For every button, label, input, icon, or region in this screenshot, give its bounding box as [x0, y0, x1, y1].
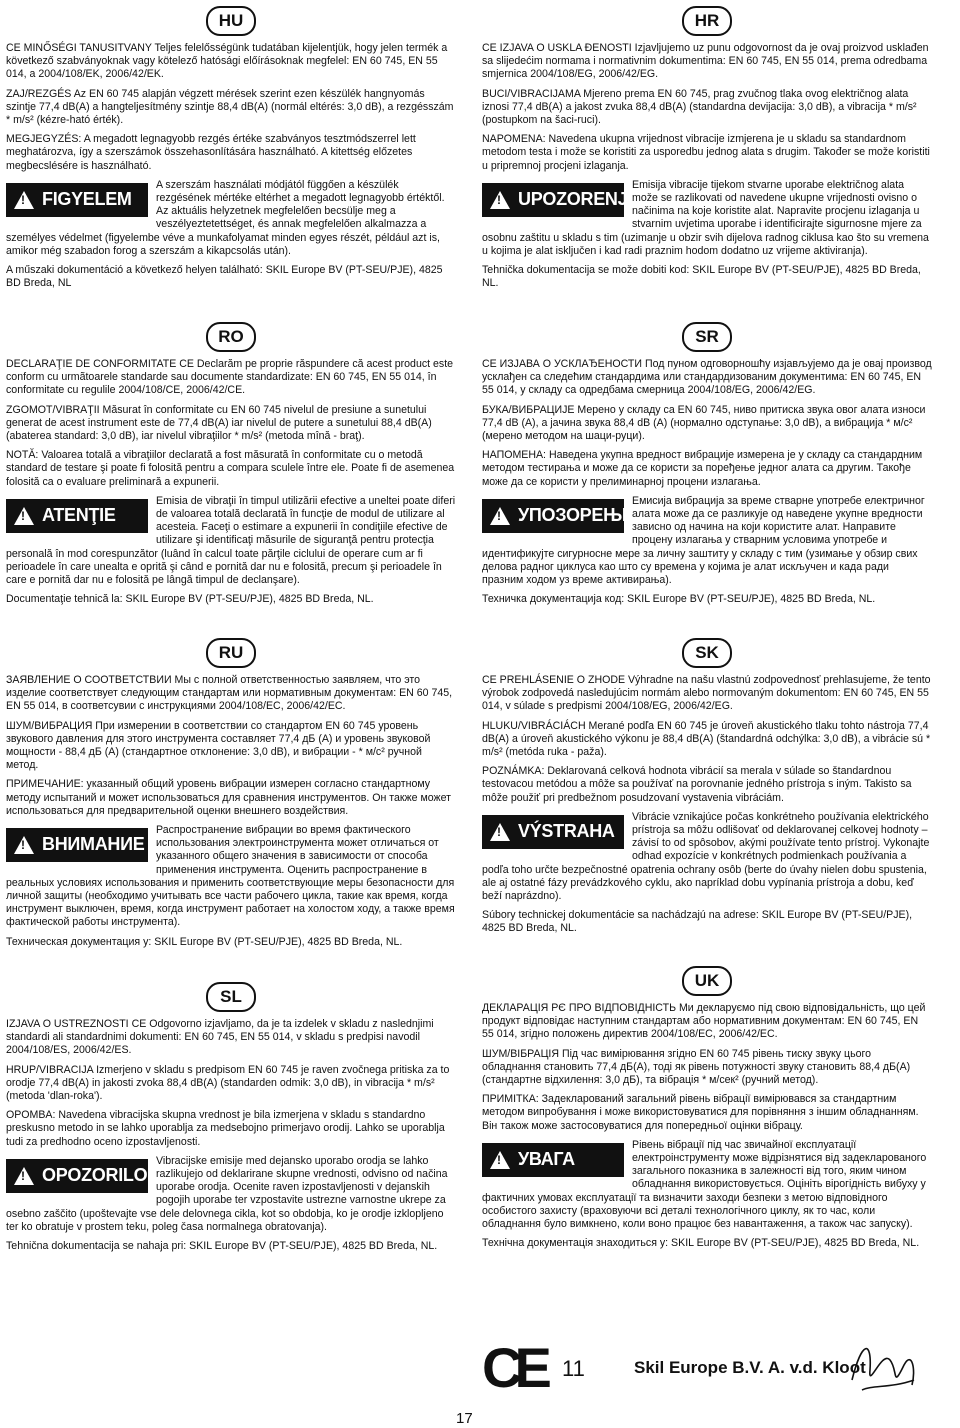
- ru-technical-doc: Техническая документация у: SKIL Europe BV (PT-SEU/PJE), 4825 BD Breda, NL.: [6, 935, 403, 948]
- hr-note: NAPOMENA: Navedena ukupna vrijednost vibracije izmjerena je u skladu sa standardnom metodom testa i može se koristiti za usporedbu jednog alata s drugim. Također se može koristiti u pripremnoj procjeni izlaganja.: [482, 133, 930, 172]
- sl-noise-vibration: HRUP/VIBRACIJA Izmerjeno v skladu s predpisom EN 60 745 je raven zvočnega pritiska za to orodje 77,4 dB(A) in jakosti zvoka 88,4 dB(A) (standarden odmik: 3,0 dB), in vibracija * m/s² (metoda 'dlan-roka').: [6, 1063, 450, 1103]
- warning-triangle-icon: [490, 1151, 510, 1169]
- sr-warning-label: ! УПОЗОРЕЊЕ: [482, 499, 624, 533]
- warning-triangle-icon: [14, 836, 34, 854]
- sk-noise-vibration: HLUKU/VIBRÁCIÁCH Merané podľa EN 60 745 je úroveň akustického tlaku tohto nástroja 77,4 dB(A) a úroveň akustického výkonu je 88,4 dB(A) (štandardná odchýlka: 3,0 dB), a vibrácie sú * m/s² (metóda ruka - paža).: [482, 719, 931, 759]
- uk-declaration: ДЕКЛАРАЦІЯ PЄ ПРО ВІДПОВІДНІСТЬ Ми декларуємо під свою відповідальність, що цей продукт відповідає наступним стандартам або нормативним документам: EN 60 745, EN 55 014, згідно положень директив 2004/108/EC, 2006/42/EC.: [482, 1002, 926, 1041]
- hr-declaration: CE IZJAVA O USKLA ĐENOSTI Izjavljujemo uz punu odgovornost da je ovaj proizvod usklađen sa slijedećim normama i normativnim dokumentima: EN 60 745, EN 55 014, prema odredbama smjernica 2004/108/EG, 2006/42/EG.: [482, 42, 929, 81]
- uk-note: ПРИМІТКА: Задекларований загальний рівень вібрації вимірювався за стандартним методом випробування і може використовуватися для порівняння з іншим обладнанням. Він також може застосовуватися для попередньої оцінки вібрацу.: [482, 1093, 919, 1132]
- warning-triangle-icon: [14, 507, 34, 525]
- language-badge-sk: SK: [682, 638, 732, 668]
- language-badge-sr: SR: [682, 322, 732, 352]
- ro-warning: [6, 495, 456, 587]
- sk-note: POZNÁMKA: Deklarovaná celková hodnota vibrácií sa merala v súlade so štandardnou testovacou metódou a môže sa používať na porovnanie jedného prístroja s iným. Takisto sa môže použiť pri predbežnom posudzovaní vystavenia vibráciám.: [482, 765, 912, 804]
- sl-declaration: IZJAVA O USTREZNOSTI CE Odgovorno izjavljamo, da je ta izdelek v skladu z naslednjimi standardi ali standardnimi dokumenti: EN 60 745, EN 55 014, v skladu s predpisi navodil 2004/108/ES, 2006/42/ES.: [6, 1018, 434, 1057]
- uk-warning-label: ! УВАГА: [482, 1143, 624, 1177]
- ru-warning: [6, 824, 456, 930]
- language-badge-ro: RO: [206, 322, 256, 352]
- language-badge-hu: HU: [206, 6, 256, 36]
- hu-warning-text: A szerszám használati módjától függően a készülék rezgésének mértéke eltérhet a megadott legnagyobb értéktől. Az aktuális helyzetnek megfelelően becsülje meg a veszélyeztetettséget, és annak megfelelően alkalmazza a személyes védelmet (figyelembe véve a munkafolyamat minden egyes részét, például azt is, amikor még szabadon forog a szerszám a kikapcsolás után).: [6, 178, 445, 257]
- sr-note: НАПОМЕНА: Наведена укупна вредност вибрације измерена је у складу са стандардним методом тестирања и може да се користи за поређење једног алата са другим. Такође може да се користи у прелиминарној процени излагања.: [482, 449, 923, 488]
- section-sl: [6, 982, 456, 1259]
- hu-note: MEGJEGYZÉS: A megadott legnagyobb rezgés értéke szabványos tesztmódszerrel lett meghatározva, így a szerszámok összehasonlítására használható. A kitettség előzetes megbecslésére is használható.: [6, 133, 416, 172]
- uk-technical-doc: Технічна документація знаходиться у: SKIL Europe BV (PT-SEU/PJE), 4825 BD Breda, NL.: [482, 1237, 920, 1250]
- hu-warning-label: ! FIGYELEM: [6, 183, 148, 217]
- hu-noise-vibration: ZAJ/REZGÉS Az EN 60 745 alapján végzett mérések szerint ezen készülék hangnyomás szintje 77,4 dB(A) a hangteljesítmény szintje 88,4 dB(A) (normál eltérés: 3,0 dB), a rezgésszám * m/s² (kézre-ható érték).: [6, 87, 454, 127]
- ro-note: NOTĂ: Valoarea totală a vibraţiilor declarată a fost măsurată în conformitate cu o metodă standard de testare şi poate fi folosită pentru a compara sculele între ele. Poate fi de asemenea folosită ca o evaluare preliminară a expunerii.: [6, 449, 455, 488]
- sl-warning-label: ! OPOZORILO: [6, 1159, 148, 1193]
- sr-warning-text: Емисија вибрација за време стварне употребе електричног алата може да се разликује од наведене укупне вредности зависно од начина на који користите алат. Направите процену излагања у стварним условима употребе и идентификујте сигурносне мере за личну заштиту у складу с тим (узимање у обзир свих делова радног циклуса као што су времена у којима је алат искључен и када ради празним ходом уз време активирања).: [482, 494, 925, 587]
- sr-noise-vibration: БУКА/ВИБРАЦИЈЕ Мерено у складу са EN 60 745, ниво притиска звука овог алата износи 77,4 dB (A), а јачина звука 88,4 dB (A) (нормално одступање: 3,0 dB), а вибрација * м/с² (мерено методом на шаци-руци).: [482, 403, 926, 443]
- section-hu: [6, 6, 456, 296]
- sk-technical-doc: Súbory technickej dokumentácie sa nachádzajú na adrese: SKIL Europe BV (PT-SEU/PJE), 4825 BD Breda, NL.: [482, 909, 913, 935]
- sl-warning: [6, 1155, 456, 1234]
- hu-declaration: CE MINŐSÉGI TANUSITVANY Teljes felelősségünk tudatában kijelentjük, hogy jelen termék a következő szabványoknak vagy kötelező hatósági előírásoknak megfelel: EN 60 745, EN 55 014, a 2004/108/EK, 2006/42/EK.: [6, 42, 448, 81]
- uk-noise-vibration: ШУМ/ВІБРАЦІЯ Під час вимірювання згідно EN 60 745 рівень тиску звуку цього обладнання становить 77,4 дБ(A), тоді як рівень потужності звуку становить 88,4 дБ(A) (стандартне відхилення: 3,0 дБ), та вібрація * м/сек² (ручний метод).: [482, 1047, 911, 1087]
- section-ru: [6, 638, 456, 955]
- language-badge-ru: RU: [206, 638, 256, 668]
- hr-warning-label: ! UPOZORENJE: [482, 183, 624, 217]
- sk-declaration: CE PREHLÁSENIE O ZHODE Výhradne na našu vlastnú zodpovednosť prehlasujeme, že tento výrobok zodpovedá nasledujúcim normám alebo normovaným dokumentom: EN 60 745, EN 55 014, v súlade s predpismi 2004/108/EG, 2006/42/EG.: [482, 674, 931, 713]
- uk-warning: [482, 1139, 932, 1231]
- ru-declaration: ЗАЯВЛЕНИЕ О СООТВЕТСТВИИ Мы с полной ответственностью заявляем, что это изделие соответствует следующим стандартам или нормативным документам: EN 60 745, EN 55 014, в соответсувии с инструкциями 2004/108/EС, 2006/42/EС.: [6, 674, 453, 713]
- ro-warning-label: ! ATENŢIE: [6, 499, 148, 533]
- sr-declaration: CE ИЗЈАВА О УСКЛАЂЕНОСТИ Под пуном одговорношћу изјављујемо да је овај производ усклађен са следећим стандардима или стандардизованим документима: EN 60 745, EN 55 014, у складу са одредбама смерница 2004/108/EG, 2006/42/EG.: [482, 358, 932, 397]
- company-signatory: Skil Europe B.V. A. v.d. Kloot: [634, 1358, 866, 1377]
- ro-noise-vibration: ZGOMOT/VIBRAŢII Măsurat în conformitate cu EN 60 745 nivelul de presiune a sunetului generat de acest instrument este de 77,4 dB(A) iar nivelul de putere a sunetului 88,4 dB(A) (abaterea standard: 3,0 dB), iar nivelul vibraţiilor * m/s² (metoda mînă - braţ).: [6, 403, 432, 443]
- sk-warning-label: ! VÝSTRAHA: [482, 815, 624, 849]
- section-sr: [482, 322, 932, 612]
- language-badge-sl: SL: [206, 982, 256, 1012]
- ru-warning-text: Распространение вибрации во время фактического использования электроинструмента может отличаться от указанного общего значения в зависимости от способа применения инструмента. Оценить распространение в реальных условиях использования и применить соответствующие меры безопасности для личной защиты (необходимо учитывать все части рабочего цикла, такие как время, когда инструмент выключен, время, когда инструмент работает на холостом ходу, а также время фактической работы инструмента).: [6, 824, 455, 929]
- ro-declaration: DECLARAŢIE DE CONFORMITATE CE Declarăm pe proprie răspundere că acest product este conform cu urmãtoarele standarde sau documente standardizate: EN 60 745, EN 55 014, în conformitate cu regulile 2004/108/CE, 2006/42/CE.: [6, 358, 454, 397]
- sl-note: OPOMBA: Navedena vibracijska skupna vrednost je bila izmerjena v skladu s standardno preskusno metodo in se lahko uporablja za medsebojno primerjavo orodij. Lahko se uporablja tudi za predhodno oceno izpostavljenosti.: [6, 1109, 445, 1148]
- sk-warning: [482, 811, 932, 903]
- signature-icon: [842, 1330, 922, 1400]
- sr-warning: [482, 495, 932, 587]
- ru-warning-label: ! ВНИМАНИЕ: [6, 828, 148, 862]
- warning-triangle-icon: [490, 507, 510, 525]
- sl-warning-text: Vibracijske emisije med dejansko uporabo orodja se lahko razlikujejo od deklarirane skupne vrednosti, odvisno od načina uporabe orodja. Ocenite raven izpostavljenosti v dejanskih pogojih uporabe ter vzpostavite ustrezne varnostne ukrepe za osebno zaščito (upoštevajte vse dele delovnega cikla, kot so obdobja, ko je orodje izklopljeno ter ko obratuje v prostem teku, poleg časa normalnega obratovanja).: [6, 1154, 448, 1233]
- page-number: 17: [456, 1410, 473, 1427]
- ro-technical-doc: Documentaţie tehnică la: SKIL Europe BV (PT-SEU/PJE), 4825 BD Breda, NL.: [6, 593, 374, 606]
- warning-triangle-icon: [490, 191, 510, 209]
- section-hr: [482, 6, 932, 296]
- ru-note: ПРИМЕЧАНИЕ: указанный общий уровень вибрации измерен согласно стандартному методу испытаний и может использоваться для сравнения инструментов. Он также может использоваться для предварительной оценки внешнего воздействия.: [6, 778, 451, 817]
- warning-triangle-icon: [14, 191, 34, 209]
- footer: [0, 1330, 960, 1428]
- ce-mark-logo: CE: [482, 1336, 544, 1399]
- sr-technical-doc: Техничка документација код: SKIL Europe BV (PT-SEU/PJE), 4825 BD Breda, NL.: [482, 593, 876, 606]
- sk-warning-text: Vibrácie vznikajúce počas konkrétneho používania elektrického prístroja sa môžu odlišovať od deklarovanej celkovej hodnoty – závisí to od spôsobov, akými používate tento prístroj. Vykonajte odhad expozície v konkrétnych podmienkach používania a podľa toho určte bezpečnostné opatrenia ochrany osôb (berte do úvahy nielen dobu spustenia, ale aj ostatné fázy prevádzkového cyklu, ako napríklad dobu vypínania prístroja a dobu, keď beží naprázdno).: [482, 810, 930, 903]
- hu-warning: [6, 179, 456, 258]
- uk-warning-text: Рівень вібрації під час звичайної експлуатації електроінструменту може відрізнятися від задекларованого загального показника в залежності від того, яким чином обладнання використовується. Оцініть вірогідність вибуху у фактичних умовах експлуатації та визначити заходи безпеки з метою відповідного особистого захисту (враховуючи всі деталі технологічного циклу, як то час, коли обладнання було вимкнено, коли воно працює без навантаження, а також час запуску).: [482, 1138, 927, 1231]
- ru-noise-vibration: ШУМ/ВИБРАЦИЯ При измерении в соответствии со стандартом EN 60 745 уровень звукового давления для этого инструмента составляет 77,4 дБ (A) и уровень звуковой мощности - 88,4 дБ (A) (стандартное отклонение: 3,0 dB), и вибрации - * м/с² ручной метод.: [6, 719, 431, 772]
- warning-triangle-icon: [490, 823, 510, 841]
- hr-technical-doc: Tehnička dokumentacija se može dobiti kod: SKIL Europe BV (PT-SEU/PJE), 4825 BD Breda, NL.: [482, 264, 921, 290]
- notified-number: 11: [562, 1356, 585, 1381]
- section-uk: [482, 966, 932, 1256]
- hr-warning-text: Emisija vibracije tijekom stvarne uporabe električnog alata može se razlikovati od navedene ukupne vrijednosti ovisno o načinima na koje koristite alat. Napravite procjenu izlaganja u stvarnim uvjetima uporabe i identificirajte sigurnosne mjere za osobnu zaštitu u skladu s tim (uzimanje u obzir svih dijelova radnog ciklusa kao što su vremena u kojima je alat isključen i kad radi praznim hodom dodatno uz vrijeme aktiviranja).: [482, 178, 929, 257]
- section-sk: [482, 638, 932, 942]
- sl-technical-doc: Tehnična dokumentacija se nahaja pri: SKIL Europe BV (PT-SEU/PJE), 4825 BD Breda, NL.: [6, 1240, 438, 1253]
- language-badge-hr: HR: [682, 6, 732, 36]
- section-ro: [6, 322, 456, 612]
- hu-technical-doc: A műszaki dokumentáció a következő helyen található: SKIL Europe BV (PT-SEU/PJE), 4825 BD Breda, NL: [6, 264, 443, 290]
- warning-triangle-icon: [14, 1167, 34, 1185]
- hr-warning: [482, 179, 932, 258]
- language-badge-uk: UK: [682, 966, 732, 996]
- ro-warning-text: Emisia de vibraţii în timpul utilizării efective a uneltei poate diferi de valoarea totală declarată în funcţie de modul de utilizare al acesteia. Faceţi o estimare a expunerii în condiţiile efective de utilizare şi identificaţi măsurile de siguranţă pentru protecţia personală în mod corespunzător (luând în calcul toate părţile ciclului de operare cum ar fi perioadele în care unealta e oprită şi când e pornită dar nu e folosită, precum şi perioadele în care e pornită dar nu e folosită pe lângă timpul de declanşare).: [6, 494, 456, 587]
- hr-noise-vibration: BUCI/VIBRACIJAMA Mjereno prema EN 60 745, prag zvučnog tlaka ovog električnog alata iznosi 77,4 dB(A) a jakost zvuka 88,4 dB(A) (standardna devijacija: 3,0 dB), a vibracija * m/s² (postupkom na šaci-ruci).: [482, 87, 917, 127]
